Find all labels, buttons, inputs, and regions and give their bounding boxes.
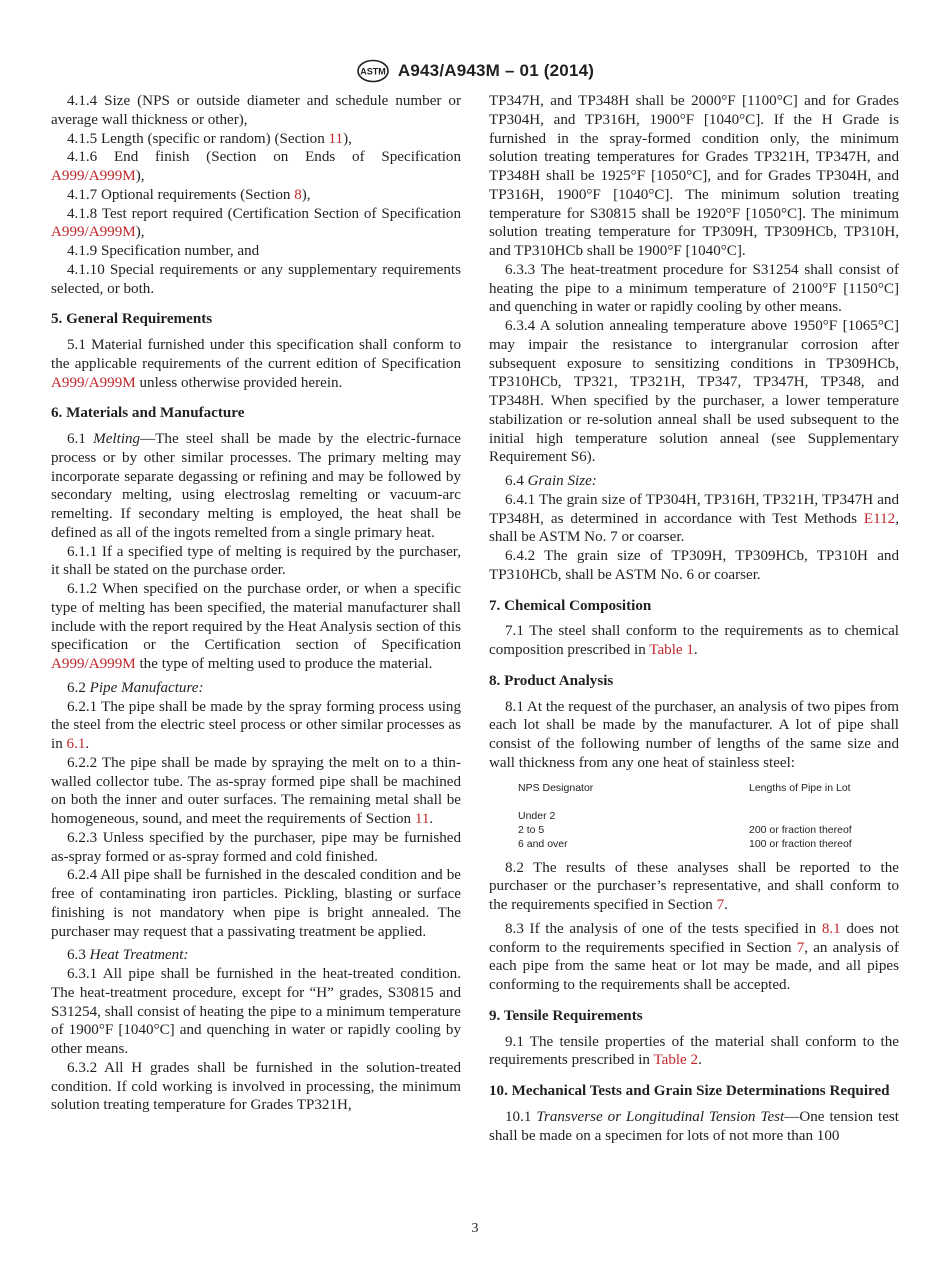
paragraph-4-1-6: 4.1.6 End finish (Section on Ends of Specification A999/A999M), bbox=[51, 149, 461, 184]
section-link[interactable]: 8 bbox=[294, 186, 302, 203]
paragraph-6-2: 6.2 Pipe Manufacture: bbox=[67, 679, 204, 696]
table-cell: 200 or fraction thereof bbox=[749, 823, 852, 836]
paragraph-6-3-4: 6.3.4 A solution annealing temperature above 1950°F [1065°C] may impair the resistance to intergranular corrosion after subsequent exposure to sensitizing conditions in TP309HCb, TP310HCb, TP321, TP321H, TP347, TP347H, TP348, and TP348H. When specified by the purchaser, a lower temperature stabilization or re-solution anneal shall be used subsequent to the initial high temperature solution anneal (see Supplementary Requirement S6). bbox=[489, 318, 899, 466]
astm-logo-icon bbox=[356, 59, 390, 83]
paragraph-6-4-1: 6.4.1 The grain size of TP304H, TP316H, TP321H, TP347H and TP348H, as determined in accordance with Test Methods E112, shall be ASTM No. 7 or coarser. bbox=[489, 491, 899, 546]
paragraph-6-2-4: 6.2.4 All pipe shall be furnished in the descaled condition and be free of contaminating iron particles. Pickling, blasting or surface finishing is not mandatory when pipe is bright annealed. The purchaser may request that a passivating treatment be applied. bbox=[51, 867, 461, 940]
spec-link[interactable]: A999/A999M bbox=[51, 224, 136, 241]
page-header bbox=[0, 56, 950, 86]
paragraph-4-1-10: 4.1.10 Special requirements or any supplementary requirements selected, or both. bbox=[51, 261, 461, 297]
table-row bbox=[518, 823, 878, 837]
paragraph-6-3-2: 6.3.2 All H grades shall be furnished in the solution-treated condition. If cold working is involved in processing, the minimum solution treating temperature for Grades TP321H, bbox=[51, 1059, 461, 1114]
spec-link[interactable]: A999/A999M bbox=[51, 374, 136, 391]
section-link[interactable]: 8.1 bbox=[821, 920, 841, 937]
right-column bbox=[489, 92, 899, 1145]
table-header-cell: Lengths of Pipe in Lot bbox=[749, 781, 851, 794]
heading-section-5: 5. General Requirements bbox=[51, 311, 213, 328]
paragraph-8-2: 8.2 The results of these analyses shall be reported to the purchaser or the purchaser’s representative, and shall conform to the requirements specified in Section 7. bbox=[489, 859, 899, 913]
paragraph-4-1-7: 4.1.7 Optional requirements (Section 8), bbox=[67, 186, 311, 203]
test-method-link[interactable]: E112 bbox=[863, 510, 896, 527]
paragraph-4-1-9: 4.1.9 Specification number, and bbox=[67, 243, 260, 259]
paragraph-6-2-2: 6.2.2 The pipe shall be made by spraying the melt on to a thin-walled collector tube. The as-spray formed pipe shall be machined on both the inner and outer surfaces. The remaining metal shall be homogeneous, sound, and meet the requirements of Section 11. bbox=[51, 754, 461, 827]
spec-link[interactable]: A999/A999M bbox=[51, 656, 136, 672]
table-link[interactable]: Table 1 bbox=[649, 642, 694, 658]
section-link[interactable]: 11 bbox=[328, 130, 344, 147]
document-designation: A943/A943M – 01 (2014) bbox=[397, 61, 595, 80]
svg-text:ASTM: ASTM bbox=[360, 66, 386, 77]
paragraph-8-1: 8.1 At the request of the purchaser, an analysis of two pipes from each lot shall be made by the manufacturer. A lot of pipe shall consist of the following number of lengths of the same size and wall thickness from any one heat of stainless steel: bbox=[489, 698, 899, 771]
page-number: 3 bbox=[471, 1221, 479, 1236]
left-column bbox=[51, 92, 461, 1115]
paragraph-10-1: 10.1 Transverse or Longitudinal Tension Test—One tension test shall be made on a specimen for lots of not more than 100 bbox=[489, 1108, 899, 1144]
table-cell: 100 or fraction thereof bbox=[749, 837, 852, 850]
table-header-cell: NPS Designator bbox=[518, 781, 594, 794]
table-link[interactable]: Table 2 bbox=[653, 1052, 699, 1069]
paragraph-6-2-1: 6.2.1 The pipe shall be made by the spray forming process using the steel from the electric steel process or other similar processes as in 6.1. bbox=[51, 698, 461, 752]
paragraph-4-1-8: 4.1.8 Test report required (Certification Section of Specification A999/A999M), bbox=[51, 205, 461, 241]
table-cell: Under 2 bbox=[518, 809, 556, 822]
paragraph-7-1: 7.1 The steel shall conform to the requirements as to chemical composition prescribed in Table 1. bbox=[489, 623, 899, 658]
paragraph-6-3-3: 6.3.3 The heat-treatment procedure for S31254 shall consist of heating the pipe to a minimum temperature of 2100°F [1150°C] and quenching in water or rapidly cooling by other means. bbox=[489, 261, 899, 316]
heading-section-9: 9. Tensile Requirements bbox=[489, 1007, 643, 1024]
heading-section-10: 10. Mechanical Tests and Grain Size Determinations Required bbox=[489, 1083, 890, 1099]
section-link[interactable]: 6.1 bbox=[66, 736, 86, 752]
table-cell bbox=[749, 809, 878, 823]
paragraph-4-1-5: 4.1.5 Length (specific or random) (Section 11), bbox=[67, 130, 352, 147]
heading-section-7: 7. Chemical Composition bbox=[489, 597, 652, 614]
heading-section-6: 6. Materials and Manufacture bbox=[51, 405, 245, 422]
paragraph-9-1: 9.1 The tensile properties of the material shall conform to the requirements prescribed in Table 2. bbox=[489, 1033, 899, 1069]
heading-section-8: 8. Product Analysis bbox=[489, 672, 614, 689]
paragraph-8-3: 8.3 If the analysis of one of the tests specified in 8.1 does not conform to the requirements specified in Section 7, an analysis of each pipe from the same heat or lot may be made, and all pipes conforming to the requirements shall be accepted. bbox=[489, 920, 900, 993]
table-row bbox=[518, 809, 878, 823]
section-link[interactable]: 11 bbox=[414, 811, 430, 827]
paragraph-6-4: 6.4 Grain Size: bbox=[505, 473, 597, 489]
paragraph-6-2-3: 6.2.3 Unless specified by the purchaser, pipe may be furnished as-spray formed or as-spray formed and cold finished. bbox=[51, 829, 461, 865]
paragraph-6-3-1: 6.3.1 All pipe shall be furnished in the heat-treated condition. The heat-treatment procedure, except for “H” grades, S30815 and S31254, shall consist of heating the pipe to a minimum temperature of 1900°F [1040°C] and quenching in water or rapidly cooling by other means. bbox=[51, 966, 461, 1057]
paragraph-5-1: 5.1 Material furnished under this specification shall conform to the applicable requirements of the current edition of Specification A999/A999M unless otherwise provided herein. bbox=[51, 337, 461, 391]
paragraph-6-1-2: 6.1.2 When specified on the purchase order, or when a specific type of melting has been specified, the material manufacturer shall include with the report required by the Heat Analysis section of this specification or the Certification section of Specification A999/A999M the type of melting used to produce the material. bbox=[51, 581, 461, 672]
paragraph-6-3-2-continued: TP347H, and TP348H shall be 2000°F [1100°C] and for Grades TP304H, and TP316H, 1900°F [1040°C]. If the H Grade is furnished in the spray-formed condition only, the minimum solution treating temperatures for Grades TP321H, TP347H, and TP348H shall be 1925°F [1050°C], and for Grades TP304H, and TP316H, 1900°F [1040°C]. The minimum solution treating temperature for S30815 shall be 1920°F [1050°C]. The minimum solution treating temperature for TP309H, TP309HCb, TP310H, and TP310HCb shall be 1900°F [1040°C]. bbox=[489, 93, 899, 259]
spec-link[interactable]: A999/A999M bbox=[51, 168, 136, 184]
table-header-row bbox=[518, 781, 878, 795]
table-row bbox=[518, 837, 878, 851]
table-cell: 6 and over bbox=[518, 837, 568, 850]
paragraph-6-4-2: 6.4.2 The grain size of TP309H, TP309HCb, TP310H and TP310HCb, shall be ASTM No. 6 or coarser. bbox=[489, 548, 899, 583]
paragraph-6-1: 6.1 Melting—The steel shall be made by the electric-furnace process or by other similar processes. The primary melting may incorporate separate degassing or refining and may be followed by secondary melting, using electroslag remelting or vacuum-arc remelting. If secondary melting is employed, the heat shall be defined as all of the ingots remelted from a single primary heat. bbox=[51, 431, 461, 541]
paragraph-4-1-4: 4.1.4 Size (NPS or outside diameter and schedule number or average wall thickness or other), bbox=[51, 93, 461, 128]
section-link[interactable]: 7 bbox=[796, 939, 805, 956]
section-link[interactable]: 7 bbox=[716, 897, 725, 913]
table-cell: 2 to 5 bbox=[518, 823, 545, 836]
lot-size-table bbox=[518, 781, 878, 851]
paragraph-6-3: 6.3 Heat Treatment: bbox=[67, 947, 189, 964]
paragraph-6-1-1: 6.1.1 If a specified type of melting is required by the purchaser, it shall be stated on the purchase order. bbox=[51, 543, 461, 579]
